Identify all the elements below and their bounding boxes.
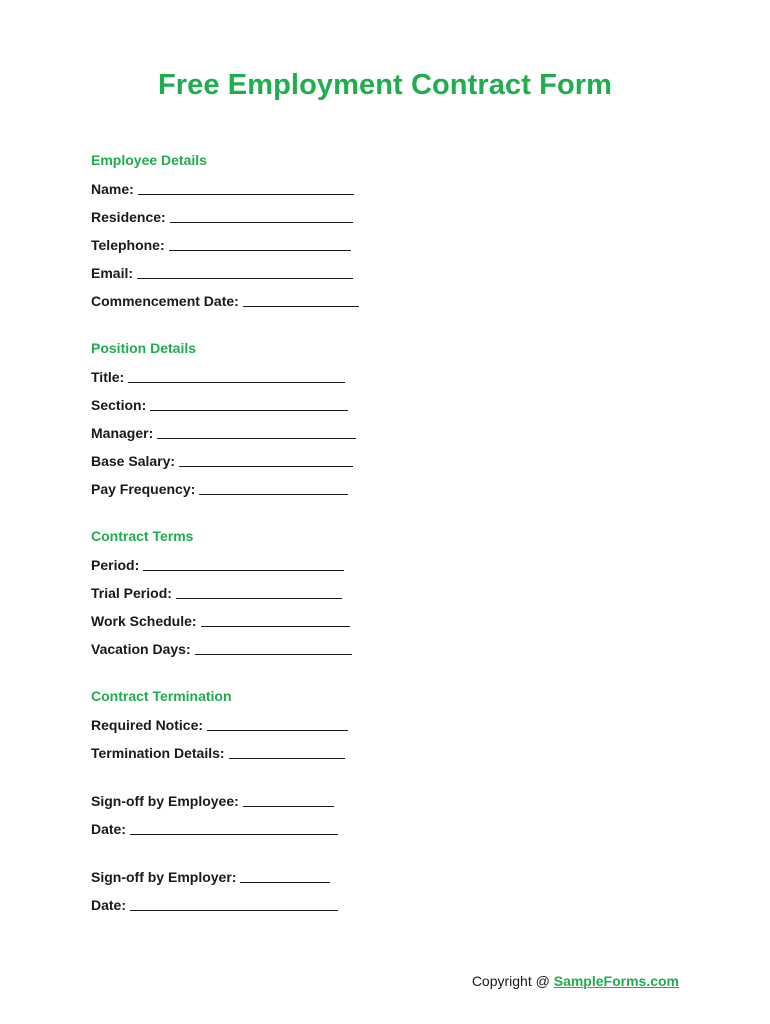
employer-signoff-label: Sign-off by Employer: [91,869,237,885]
email-field[interactable] [91,264,353,281]
name-field[interactable] [91,180,354,197]
required-notice-blank[interactable] [207,717,348,731]
form-title: Free Employment Contract Form [157,69,613,101]
title-field[interactable] [91,368,345,385]
email-label: Email: [91,265,134,281]
work-schedule-label: Work Schedule: [91,613,197,629]
work-schedule-field[interactable] [91,612,350,629]
required-notice-field[interactable] [91,716,348,733]
residence-field[interactable] [91,208,353,225]
contract-termination-heading: Contract Termination [91,688,232,704]
name-blank[interactable] [138,181,354,195]
residence-blank[interactable] [170,209,353,223]
commencement-date-blank[interactable] [243,293,359,307]
employee-date-field[interactable] [91,820,338,837]
period-blank[interactable] [143,557,344,571]
section-field[interactable] [91,396,348,413]
base-salary-blank[interactable] [179,453,353,467]
telephone-label: Telephone: [91,237,165,253]
contract-terms-heading: Contract Terms [91,528,194,544]
period-field[interactable] [91,556,344,573]
base-salary-label: Base Salary: [91,453,176,469]
email-blank[interactable] [137,265,353,279]
name-label: Name: [91,181,134,197]
employee-date-blank[interactable] [130,821,338,835]
trial-period-label: Trial Period: [91,585,172,601]
employee-date-label: Date: [91,821,127,837]
manager-field[interactable] [91,424,356,441]
vacation-days-field[interactable] [91,640,352,657]
employee-signoff-blank[interactable] [243,793,334,807]
trial-period-blank[interactable] [176,585,342,599]
employee-signoff-field[interactable] [91,792,334,809]
pay-frequency-label: Pay Frequency: [91,481,196,497]
trial-period-field[interactable] [91,584,342,601]
telephone-field[interactable] [91,236,351,253]
employer-date-field[interactable] [91,896,338,913]
position-details-heading: Position Details [91,340,197,356]
vacation-days-label: Vacation Days: [91,641,191,657]
termination-details-blank[interactable] [229,745,345,759]
section-label: Section: [91,397,147,413]
base-salary-field[interactable] [91,452,353,469]
residence-label: Residence: [91,209,166,225]
employer-signoff-blank[interactable] [240,869,330,883]
period-label: Period: [91,557,140,573]
footer-copyright [472,973,679,989]
manager-blank[interactable] [157,425,356,439]
pay-frequency-field[interactable] [91,480,348,497]
commencement-date-label: Commencement Date: [91,293,239,309]
section-blank[interactable] [150,397,348,411]
telephone-blank[interactable] [169,237,351,251]
pay-frequency-blank[interactable] [199,481,348,495]
commencement-date-field[interactable] [91,292,359,309]
termination-details-label: Termination Details: [91,745,225,761]
brand-link[interactable]: SampleForms.com [553,973,679,989]
manager-label: Manager: [91,425,154,441]
employer-date-blank[interactable] [130,897,338,911]
employer-date-label: Date: [91,897,127,913]
title-blank[interactable] [128,369,345,383]
employee-signoff-label: Sign-off by Employee: [91,793,239,809]
employer-signoff-field[interactable] [91,868,330,885]
vacation-days-blank[interactable] [195,641,352,655]
termination-details-field[interactable] [91,744,345,761]
employee-details-heading: Employee Details [91,152,207,168]
required-notice-label: Required Notice: [91,717,204,733]
copyright-text: Copyright @ [471,973,554,989]
work-schedule-blank[interactable] [201,613,350,627]
title-label: Title: [91,369,125,385]
